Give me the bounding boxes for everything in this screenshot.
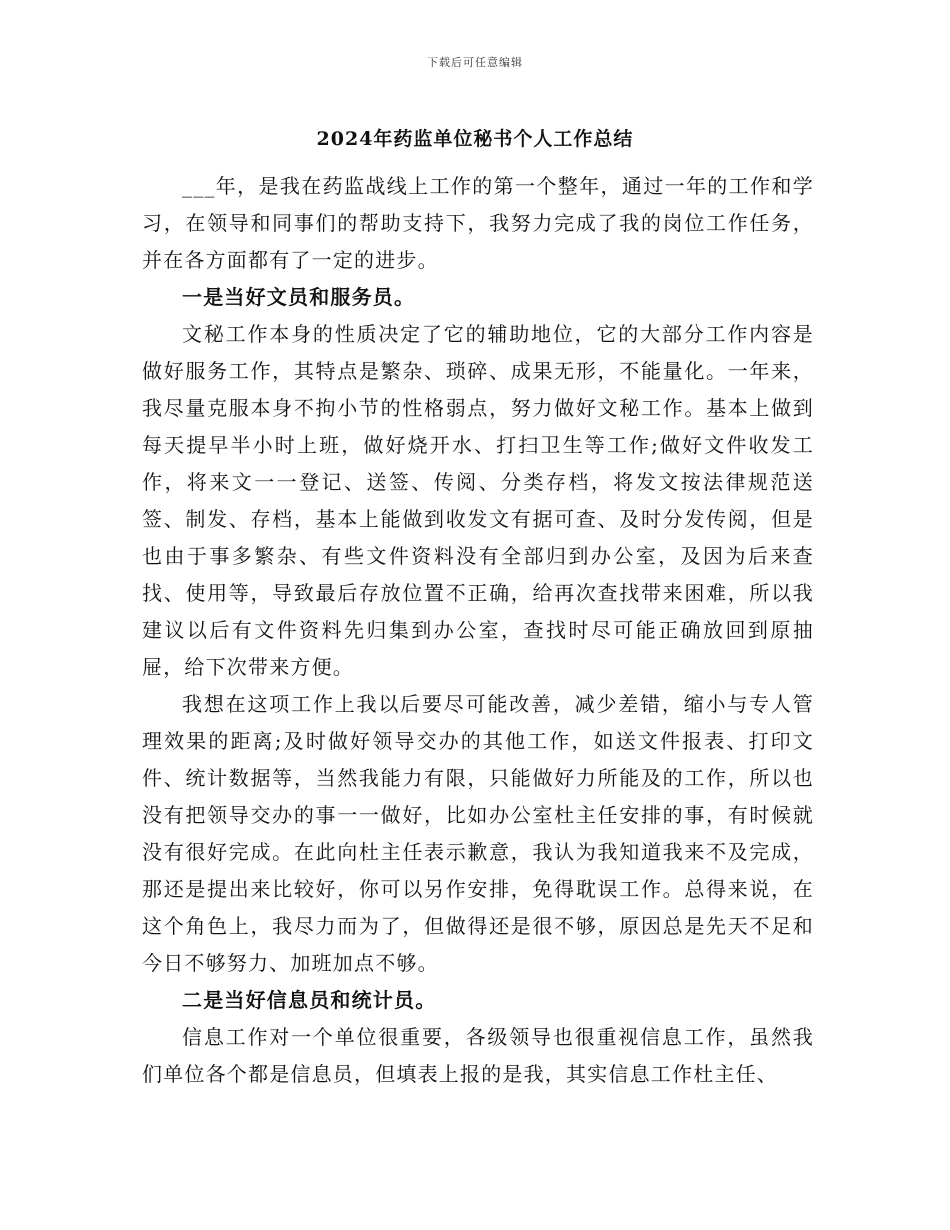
body-paragraph-3: 信息工作对一个单位很重要，各级领导也很重视信息工作，虽然我们单位各个都是信息员，但填表上报的是我，其实信息工作杜主任、 — [142, 1025, 814, 1086]
header-note: 下载后可任意编辑 — [427, 56, 523, 69]
intro-paragraph: ___年，是我在药监战线上工作的第一个整年，通过一年的工作和学习，在领导和同事们的帮助支持下，我努力完成了我的岗位工作任务，并在各方面都有了一定的进步。 — [142, 174, 814, 272]
body-paragraph-1: 文秘工作本身的性质决定了它的辅助地位，它的大部分工作内容是做好服务工作，其特点是繁杂、琐碎、成果无形，不能量化。一年来，我尽量克服本身不拘小节的性格弱点，努力做好文秘工作。基本上做到每天提早半小时上班，做好烧开水、打扫卫生等工作;做好文件收发工作，将来文一一登记、送签、传阅、分类存档，将发文按法律规范送签、制发、存档，基本上能做到收发文有据可查、及时分发传阅，但是也由于事多繁杂、有些文件资料没有全部归到办公室，及因为后来查找、使用等，导致最后存放位置不正确，给再次查找带来困难，所以我建议以后有文件资料先归集到办公室，查找时尽可能正确放回到原抽屉，给下次带来方便。 — [142, 322, 814, 679]
body-paragraph-2: 我想在这项工作上我以后要尽可能改善，减少差错，缩小与专人管理效果的距离;及时做好领导交办的其他工作，如送文件报表、打印文件、统计数据等，当然我能力有限，只能做好力所能及的工作，所以也没有把领导交办的事一一做好，比如办公室杜主任安排的事，有时候就没有很好完成。在此向杜主任表示歉意，我认为我知道我来不及完成，那还是提出来比较好，你可以另作安排，免得耽误工作。总得来说，在这个角色上，我尽力而为了，但做得还是很不够，原因总是先天不足和今日不够努力、加班加点不够。 — [142, 692, 814, 975]
document-body — [142, 168, 814, 1093]
document-title: 2024年药监单位秘书个人工作总结 — [316, 128, 634, 150]
section-heading-2: 二是当好信息员和统计员。 — [182, 988, 437, 1012]
section-heading-1: 一是当好文员和服务员。 — [182, 285, 416, 309]
